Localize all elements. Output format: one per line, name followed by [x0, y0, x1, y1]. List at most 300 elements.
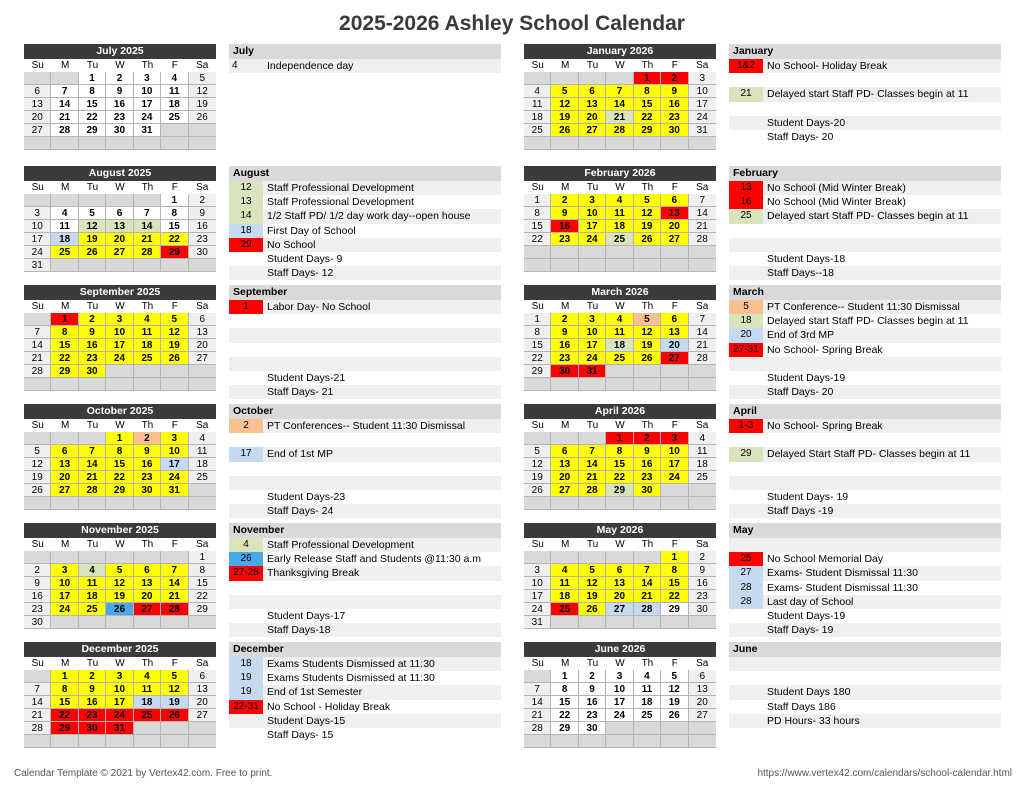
- day-cell[interactable]: 12: [161, 683, 188, 696]
- day-cell[interactable]: 30: [189, 246, 216, 259]
- day-cell[interactable]: 22: [106, 471, 133, 484]
- day-cell[interactable]: 11: [524, 98, 551, 111]
- day-cell[interactable]: 17: [689, 98, 716, 111]
- day-cell[interactable]: 22: [634, 111, 661, 124]
- day-cell[interactable]: 4: [161, 72, 188, 85]
- day-cell[interactable]: 14: [579, 458, 606, 471]
- day-cell[interactable]: 20: [551, 471, 578, 484]
- day-cell[interactable]: 19: [524, 471, 551, 484]
- day-cell[interactable]: 1: [51, 670, 78, 683]
- day-cell[interactable]: 24: [106, 709, 133, 722]
- day-cell[interactable]: 8: [524, 326, 551, 339]
- day-cell[interactable]: 17: [24, 233, 51, 246]
- day-cell[interactable]: 11: [51, 220, 78, 233]
- day-cell[interactable]: 21: [634, 590, 661, 603]
- day-cell[interactable]: 3: [106, 670, 133, 683]
- day-cell[interactable]: 18: [551, 590, 578, 603]
- day-cell[interactable]: 25: [689, 471, 716, 484]
- day-cell[interactable]: 10: [579, 326, 606, 339]
- day-cell[interactable]: 8: [79, 85, 106, 98]
- day-cell[interactable]: 23: [579, 709, 606, 722]
- day-cell[interactable]: 17: [524, 590, 551, 603]
- day-cell[interactable]: 11: [606, 326, 633, 339]
- day-cell[interactable]: 26: [634, 233, 661, 246]
- day-cell[interactable]: 1: [189, 551, 216, 564]
- day-cell[interactable]: 19: [634, 339, 661, 352]
- day-cell[interactable]: 30: [634, 484, 661, 497]
- day-cell[interactable]: 26: [161, 709, 188, 722]
- day-cell[interactable]: 16: [634, 458, 661, 471]
- day-cell[interactable]: 8: [634, 85, 661, 98]
- day-cell[interactable]: 27: [134, 603, 161, 616]
- day-cell[interactable]: 14: [24, 696, 51, 709]
- day-cell[interactable]: 12: [579, 577, 606, 590]
- day-cell[interactable]: 17: [161, 458, 188, 471]
- day-cell[interactable]: 28: [579, 484, 606, 497]
- day-cell[interactable]: 23: [689, 590, 716, 603]
- day-cell[interactable]: 8: [106, 445, 133, 458]
- day-cell[interactable]: 27: [189, 709, 216, 722]
- day-cell[interactable]: 27: [551, 484, 578, 497]
- day-cell[interactable]: 8: [524, 207, 551, 220]
- day-cell[interactable]: 29: [661, 603, 688, 616]
- day-cell[interactable]: 5: [634, 313, 661, 326]
- day-cell[interactable]: 28: [24, 365, 51, 378]
- day-cell[interactable]: 16: [189, 220, 216, 233]
- day-cell[interactable]: 18: [524, 111, 551, 124]
- day-cell[interactable]: 2: [551, 313, 578, 326]
- day-cell[interactable]: 12: [634, 326, 661, 339]
- day-cell[interactable]: 13: [606, 577, 633, 590]
- day-cell[interactable]: 20: [189, 339, 216, 352]
- day-cell[interactable]: 29: [51, 365, 78, 378]
- day-cell[interactable]: 16: [79, 696, 106, 709]
- day-cell[interactable]: 20: [24, 111, 51, 124]
- day-cell[interactable]: 2: [579, 670, 606, 683]
- day-cell[interactable]: 17: [606, 696, 633, 709]
- day-cell[interactable]: 27: [661, 352, 688, 365]
- day-cell[interactable]: 8: [51, 326, 78, 339]
- day-cell[interactable]: 11: [634, 683, 661, 696]
- day-cell[interactable]: 4: [606, 194, 633, 207]
- day-cell[interactable]: 26: [79, 246, 106, 259]
- day-cell[interactable]: 7: [51, 85, 78, 98]
- day-cell[interactable]: 25: [189, 471, 216, 484]
- day-cell[interactable]: 19: [579, 590, 606, 603]
- day-cell[interactable]: 3: [24, 207, 51, 220]
- day-cell[interactable]: 27: [189, 352, 216, 365]
- day-cell[interactable]: 2: [24, 564, 51, 577]
- day-cell[interactable]: 17: [106, 696, 133, 709]
- day-cell[interactable]: 31: [161, 484, 188, 497]
- day-cell[interactable]: 5: [79, 207, 106, 220]
- day-cell[interactable]: 25: [51, 246, 78, 259]
- day-cell[interactable]: 4: [134, 313, 161, 326]
- day-cell[interactable]: 17: [579, 339, 606, 352]
- day-cell[interactable]: 7: [134, 207, 161, 220]
- day-cell[interactable]: 2: [551, 194, 578, 207]
- day-cell[interactable]: 6: [551, 445, 578, 458]
- day-cell[interactable]: 11: [189, 445, 216, 458]
- day-cell[interactable]: 12: [551, 98, 578, 111]
- day-cell[interactable]: 13: [24, 98, 51, 111]
- day-cell[interactable]: 18: [606, 339, 633, 352]
- day-cell[interactable]: 21: [51, 111, 78, 124]
- day-cell[interactable]: 4: [79, 564, 106, 577]
- day-cell[interactable]: 22: [51, 709, 78, 722]
- day-cell[interactable]: 23: [661, 111, 688, 124]
- day-cell[interactable]: 30: [24, 616, 51, 629]
- day-cell[interactable]: 7: [634, 564, 661, 577]
- day-cell[interactable]: 21: [579, 471, 606, 484]
- day-cell[interactable]: 4: [606, 313, 633, 326]
- day-cell[interactable]: 3: [606, 670, 633, 683]
- day-cell[interactable]: 21: [24, 709, 51, 722]
- day-cell[interactable]: 11: [134, 683, 161, 696]
- day-cell[interactable]: 17: [51, 590, 78, 603]
- day-cell[interactable]: 22: [524, 352, 551, 365]
- day-cell[interactable]: 6: [661, 313, 688, 326]
- day-cell[interactable]: 4: [551, 564, 578, 577]
- day-cell[interactable]: 18: [606, 220, 633, 233]
- day-cell[interactable]: 24: [606, 709, 633, 722]
- day-cell[interactable]: 2: [661, 72, 688, 85]
- day-cell[interactable]: 21: [524, 709, 551, 722]
- day-cell[interactable]: 25: [606, 352, 633, 365]
- day-cell[interactable]: 30: [79, 722, 106, 735]
- day-cell[interactable]: 29: [106, 484, 133, 497]
- day-cell[interactable]: 4: [689, 432, 716, 445]
- day-cell[interactable]: 10: [161, 445, 188, 458]
- day-cell[interactable]: 31: [106, 722, 133, 735]
- day-cell[interactable]: 6: [24, 85, 51, 98]
- day-cell[interactable]: 24: [24, 246, 51, 259]
- day-cell[interactable]: 23: [634, 471, 661, 484]
- day-cell[interactable]: 24: [661, 471, 688, 484]
- footer-url[interactable]: https://www.vertex42.com/calendars/school-calendar.html: [757, 768, 1012, 779]
- day-cell[interactable]: 7: [24, 683, 51, 696]
- day-cell[interactable]: 22: [189, 590, 216, 603]
- day-cell[interactable]: 12: [661, 683, 688, 696]
- day-cell[interactable]: 27: [606, 603, 633, 616]
- day-cell[interactable]: 16: [134, 458, 161, 471]
- day-cell[interactable]: 4: [189, 432, 216, 445]
- day-cell[interactable]: 27: [579, 124, 606, 137]
- day-cell[interactable]: 5: [551, 85, 578, 98]
- day-cell[interactable]: 19: [661, 696, 688, 709]
- day-cell[interactable]: 18: [79, 590, 106, 603]
- day-cell[interactable]: 23: [189, 233, 216, 246]
- day-cell[interactable]: 30: [579, 722, 606, 735]
- day-cell[interactable]: 3: [161, 432, 188, 445]
- day-cell[interactable]: 28: [689, 233, 716, 246]
- day-cell[interactable]: 30: [689, 603, 716, 616]
- day-cell[interactable]: 28: [689, 352, 716, 365]
- day-cell[interactable]: 11: [134, 326, 161, 339]
- day-cell[interactable]: 13: [134, 577, 161, 590]
- day-cell[interactable]: 30: [134, 484, 161, 497]
- day-cell[interactable]: 29: [161, 246, 188, 259]
- day-cell[interactable]: 25: [524, 124, 551, 137]
- day-cell[interactable]: 5: [161, 313, 188, 326]
- day-cell[interactable]: 22: [551, 709, 578, 722]
- day-cell[interactable]: 21: [689, 339, 716, 352]
- day-cell[interactable]: 14: [689, 326, 716, 339]
- day-cell[interactable]: 3: [579, 313, 606, 326]
- day-cell[interactable]: 14: [79, 458, 106, 471]
- day-cell[interactable]: 3: [134, 72, 161, 85]
- day-cell[interactable]: 20: [579, 111, 606, 124]
- day-cell[interactable]: 31: [524, 616, 551, 629]
- day-cell[interactable]: 19: [161, 339, 188, 352]
- day-cell[interactable]: 10: [106, 683, 133, 696]
- day-cell[interactable]: 6: [606, 564, 633, 577]
- day-cell[interactable]: 13: [106, 220, 133, 233]
- day-cell[interactable]: 3: [106, 313, 133, 326]
- day-cell[interactable]: 18: [51, 233, 78, 246]
- day-cell[interactable]: 1: [551, 670, 578, 683]
- day-cell[interactable]: 17: [106, 339, 133, 352]
- day-cell[interactable]: 19: [24, 471, 51, 484]
- day-cell[interactable]: 6: [661, 194, 688, 207]
- day-cell[interactable]: 16: [551, 220, 578, 233]
- day-cell[interactable]: 20: [689, 696, 716, 709]
- day-cell[interactable]: 10: [579, 207, 606, 220]
- day-cell[interactable]: 16: [661, 98, 688, 111]
- day-cell[interactable]: 7: [524, 683, 551, 696]
- day-cell[interactable]: 19: [189, 98, 216, 111]
- day-cell[interactable]: 22: [79, 111, 106, 124]
- day-cell[interactable]: 29: [634, 124, 661, 137]
- day-cell[interactable]: 19: [161, 696, 188, 709]
- day-cell[interactable]: 30: [79, 365, 106, 378]
- day-cell[interactable]: 7: [579, 445, 606, 458]
- day-cell[interactable]: 1: [634, 72, 661, 85]
- day-cell[interactable]: 21: [134, 233, 161, 246]
- day-cell[interactable]: 26: [24, 484, 51, 497]
- day-cell[interactable]: 25: [134, 352, 161, 365]
- day-cell[interactable]: 13: [661, 326, 688, 339]
- day-cell[interactable]: 29: [189, 603, 216, 616]
- day-cell[interactable]: 26: [161, 352, 188, 365]
- day-cell[interactable]: 9: [634, 445, 661, 458]
- day-cell[interactable]: 14: [161, 577, 188, 590]
- day-cell[interactable]: 11: [79, 577, 106, 590]
- day-cell[interactable]: 9: [661, 85, 688, 98]
- day-cell[interactable]: 27: [689, 709, 716, 722]
- day-cell[interactable]: 17: [661, 458, 688, 471]
- day-cell[interactable]: 11: [551, 577, 578, 590]
- day-cell[interactable]: 14: [689, 207, 716, 220]
- day-cell[interactable]: 12: [24, 458, 51, 471]
- day-cell[interactable]: 27: [106, 246, 133, 259]
- day-cell[interactable]: 9: [79, 326, 106, 339]
- day-cell[interactable]: 2: [134, 432, 161, 445]
- day-cell[interactable]: 18: [689, 458, 716, 471]
- day-cell[interactable]: 15: [51, 696, 78, 709]
- day-cell[interactable]: 19: [634, 220, 661, 233]
- day-cell[interactable]: 7: [79, 445, 106, 458]
- day-cell[interactable]: 2: [79, 670, 106, 683]
- day-cell[interactable]: 1: [524, 194, 551, 207]
- day-cell[interactable]: 23: [551, 352, 578, 365]
- day-cell[interactable]: 2: [689, 551, 716, 564]
- day-cell[interactable]: 5: [661, 670, 688, 683]
- day-cell[interactable]: 26: [551, 124, 578, 137]
- day-cell[interactable]: 2: [106, 72, 133, 85]
- day-cell[interactable]: 24: [524, 603, 551, 616]
- day-cell[interactable]: 15: [606, 458, 633, 471]
- day-cell[interactable]: 4: [634, 670, 661, 683]
- day-cell[interactable]: 29: [51, 722, 78, 735]
- day-cell[interactable]: 15: [79, 98, 106, 111]
- day-cell[interactable]: 3: [579, 194, 606, 207]
- day-cell[interactable]: 5: [106, 564, 133, 577]
- day-cell[interactable]: 9: [24, 577, 51, 590]
- day-cell[interactable]: 10: [51, 577, 78, 590]
- day-cell[interactable]: 16: [579, 696, 606, 709]
- day-cell[interactable]: 20: [134, 590, 161, 603]
- day-cell[interactable]: 19: [79, 233, 106, 246]
- day-cell[interactable]: 14: [24, 339, 51, 352]
- day-cell[interactable]: 12: [524, 458, 551, 471]
- day-cell[interactable]: 1: [106, 432, 133, 445]
- day-cell[interactable]: 31: [24, 259, 51, 272]
- day-cell[interactable]: 26: [661, 709, 688, 722]
- day-cell[interactable]: 9: [551, 326, 578, 339]
- day-cell[interactable]: 26: [634, 352, 661, 365]
- day-cell[interactable]: 13: [189, 683, 216, 696]
- day-cell[interactable]: 14: [606, 98, 633, 111]
- day-cell[interactable]: 24: [134, 111, 161, 124]
- day-cell[interactable]: 16: [106, 98, 133, 111]
- day-cell[interactable]: 15: [189, 577, 216, 590]
- day-cell[interactable]: 18: [134, 339, 161, 352]
- day-cell[interactable]: 12: [106, 577, 133, 590]
- day-cell[interactable]: 7: [161, 564, 188, 577]
- day-cell[interactable]: 1: [661, 551, 688, 564]
- day-cell[interactable]: 22: [661, 590, 688, 603]
- day-cell[interactable]: 15: [161, 220, 188, 233]
- day-cell[interactable]: 1: [161, 194, 188, 207]
- day-cell[interactable]: 28: [606, 124, 633, 137]
- day-cell[interactable]: 15: [551, 696, 578, 709]
- day-cell[interactable]: 9: [689, 564, 716, 577]
- day-cell[interactable]: 12: [189, 85, 216, 98]
- day-cell[interactable]: 31: [579, 365, 606, 378]
- day-cell[interactable]: 14: [524, 696, 551, 709]
- day-cell[interactable]: 24: [689, 111, 716, 124]
- day-cell[interactable]: 12: [79, 220, 106, 233]
- day-cell[interactable]: 23: [106, 111, 133, 124]
- day-cell[interactable]: 6: [134, 564, 161, 577]
- day-cell[interactable]: 25: [134, 709, 161, 722]
- day-cell[interactable]: 8: [606, 445, 633, 458]
- day-cell[interactable]: 3: [51, 564, 78, 577]
- day-cell[interactable]: 11: [689, 445, 716, 458]
- day-cell[interactable]: 13: [689, 683, 716, 696]
- day-cell[interactable]: 20: [106, 233, 133, 246]
- day-cell[interactable]: 9: [189, 207, 216, 220]
- day-cell[interactable]: 1: [51, 313, 78, 326]
- day-cell[interactable]: 13: [189, 326, 216, 339]
- day-cell[interactable]: 27: [24, 124, 51, 137]
- day-cell[interactable]: 31: [689, 124, 716, 137]
- day-cell[interactable]: 26: [106, 603, 133, 616]
- day-cell[interactable]: 25: [634, 709, 661, 722]
- day-cell[interactable]: 26: [579, 603, 606, 616]
- day-cell[interactable]: 7: [606, 85, 633, 98]
- day-cell[interactable]: 23: [551, 233, 578, 246]
- day-cell[interactable]: 8: [551, 683, 578, 696]
- day-cell[interactable]: 5: [524, 445, 551, 458]
- day-cell[interactable]: 16: [551, 339, 578, 352]
- day-cell[interactable]: 10: [606, 683, 633, 696]
- day-cell[interactable]: 4: [524, 85, 551, 98]
- day-cell[interactable]: 2: [79, 313, 106, 326]
- day-cell[interactable]: 24: [579, 233, 606, 246]
- day-cell[interactable]: 27: [51, 484, 78, 497]
- day-cell[interactable]: 12: [634, 207, 661, 220]
- day-cell[interactable]: 8: [161, 207, 188, 220]
- day-cell[interactable]: 29: [606, 484, 633, 497]
- day-cell[interactable]: 9: [551, 207, 578, 220]
- day-cell[interactable]: 28: [24, 722, 51, 735]
- day-cell[interactable]: 5: [189, 72, 216, 85]
- day-cell[interactable]: 10: [106, 326, 133, 339]
- day-cell[interactable]: 8: [51, 683, 78, 696]
- day-cell[interactable]: 9: [579, 683, 606, 696]
- day-cell[interactable]: 26: [524, 484, 551, 497]
- day-cell[interactable]: 23: [79, 709, 106, 722]
- day-cell[interactable]: 25: [161, 111, 188, 124]
- day-cell[interactable]: 28: [134, 246, 161, 259]
- day-cell[interactable]: 2: [189, 194, 216, 207]
- day-cell[interactable]: 17: [134, 98, 161, 111]
- day-cell[interactable]: 4: [134, 670, 161, 683]
- day-cell[interactable]: 21: [161, 590, 188, 603]
- day-cell[interactable]: 15: [524, 339, 551, 352]
- day-cell[interactable]: 20: [661, 339, 688, 352]
- day-cell[interactable]: 18: [134, 696, 161, 709]
- day-cell[interactable]: 24: [106, 352, 133, 365]
- day-cell[interactable]: 10: [689, 85, 716, 98]
- day-cell[interactable]: 20: [51, 471, 78, 484]
- day-cell[interactable]: 29: [551, 722, 578, 735]
- day-cell[interactable]: 29: [79, 124, 106, 137]
- day-cell[interactable]: 6: [189, 670, 216, 683]
- day-cell[interactable]: 6: [579, 85, 606, 98]
- day-cell[interactable]: 6: [689, 670, 716, 683]
- day-cell[interactable]: 14: [51, 98, 78, 111]
- day-cell[interactable]: 16: [79, 339, 106, 352]
- day-cell[interactable]: 3: [661, 432, 688, 445]
- day-cell[interactable]: 30: [106, 124, 133, 137]
- day-cell[interactable]: 25: [79, 603, 106, 616]
- day-cell[interactable]: 22: [606, 471, 633, 484]
- day-cell[interactable]: 10: [24, 220, 51, 233]
- day-cell[interactable]: 18: [161, 98, 188, 111]
- day-cell[interactable]: 5: [634, 194, 661, 207]
- day-cell[interactable]: 21: [24, 352, 51, 365]
- day-cell[interactable]: 21: [689, 220, 716, 233]
- day-cell[interactable]: 1: [79, 72, 106, 85]
- day-cell[interactable]: 13: [661, 207, 688, 220]
- day-cell[interactable]: 19: [551, 111, 578, 124]
- day-cell[interactable]: 13: [579, 98, 606, 111]
- day-cell[interactable]: 4: [51, 207, 78, 220]
- day-cell[interactable]: 15: [634, 98, 661, 111]
